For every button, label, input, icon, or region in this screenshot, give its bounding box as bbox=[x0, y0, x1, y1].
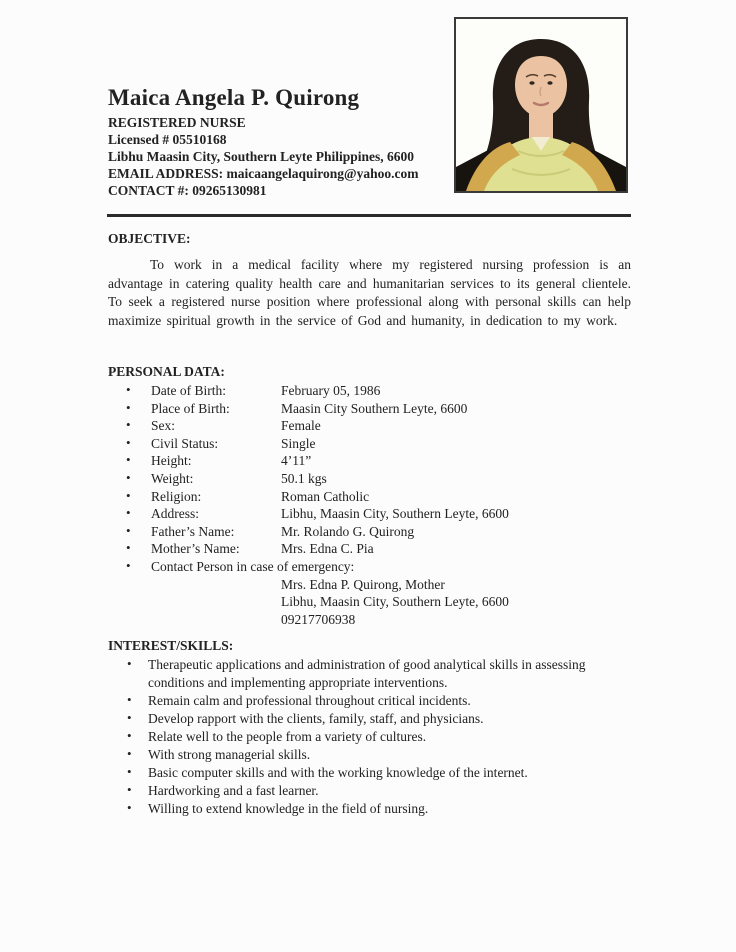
personal-data-row bbox=[108, 417, 642, 435]
right-eye bbox=[547, 81, 552, 85]
bullet-icon: • bbox=[127, 710, 132, 725]
bullet-icon: • bbox=[126, 382, 131, 397]
skill-item bbox=[108, 764, 644, 782]
skill-text: Hardworking and a fast learner. bbox=[148, 783, 319, 798]
field-value: February 05, 1986 bbox=[281, 383, 381, 398]
applicant-photo bbox=[454, 17, 628, 193]
skill-text: With strong managerial skills. bbox=[148, 747, 311, 762]
skill-text: Willing to extend knowledge in the field of nursing. bbox=[148, 801, 429, 816]
personal-data-list bbox=[108, 382, 642, 628]
bullet-icon: • bbox=[127, 800, 132, 815]
email-address: EMAIL ADDRESS: maicaangelaquirong@yahoo.com bbox=[108, 166, 419, 181]
field-label: Religion: bbox=[151, 488, 202, 504]
field-value: Maasin City Southern Leyte, 6600 bbox=[281, 400, 468, 416]
field-value: 4’11” bbox=[281, 453, 312, 469]
field-value: Mrs. Edna C. Pia bbox=[281, 541, 374, 557]
bullet-icon: • bbox=[127, 692, 132, 707]
field-label: Sex: bbox=[151, 418, 176, 434]
skill-item bbox=[108, 800, 644, 818]
personal-data-row bbox=[108, 435, 642, 453]
portrait-illustration bbox=[456, 19, 626, 191]
emergency-contact-address: Libhu, Maasin City, Southern Leyte, 6600 bbox=[281, 594, 509, 610]
field-label: Date of Birth: bbox=[151, 383, 226, 398]
emergency-contact-phone: 09217706938 bbox=[281, 611, 356, 627]
field-label: Mother’s Name: bbox=[151, 541, 240, 557]
personal-data-row bbox=[108, 523, 642, 541]
objective-text: To work in a medical facility where my registered nursing profession is an advantage in catering quality health care and humanitarian services to its general clientele. To seek a registered nurse position where professional along with personal skills can help maximize spiritual growth in the service of God and humanity, in dedication to my work. bbox=[108, 257, 631, 328]
field-label: Weight: bbox=[151, 470, 194, 486]
personal-data-row bbox=[108, 540, 642, 558]
bullet-icon: • bbox=[126, 487, 131, 503]
field-label: Address: bbox=[151, 506, 199, 522]
left-eye bbox=[529, 81, 534, 85]
bullet-icon: • bbox=[126, 540, 131, 556]
bullet-icon: • bbox=[126, 522, 131, 538]
applicant-address: Libhu Maasin City, Southern Leyte Philippines, 6600 bbox=[108, 149, 415, 164]
skill-item bbox=[108, 746, 644, 764]
emergency-contact-label: Contact Person in case of emergency: bbox=[151, 558, 355, 574]
personal-data-row bbox=[108, 382, 642, 400]
skills-heading: INTEREST/SKILLS: bbox=[108, 638, 234, 653]
contact-number: CONTACT #: 09265130981 bbox=[108, 183, 267, 198]
bullet-icon: • bbox=[126, 452, 131, 468]
skill-item bbox=[108, 782, 644, 800]
header-divider-rule bbox=[107, 214, 631, 217]
skill-text: Relate well to the people from a variety of cultures. bbox=[148, 729, 427, 744]
field-value: Single bbox=[281, 435, 316, 451]
field-value: 50.1 kgs bbox=[281, 470, 327, 486]
skill-text: Develop rapport with the clients, family, staff, and physicians. bbox=[148, 711, 484, 726]
bullet-icon: • bbox=[127, 764, 132, 779]
skill-item bbox=[108, 656, 644, 692]
skill-item bbox=[108, 692, 644, 710]
field-label: Father’s Name: bbox=[151, 523, 235, 539]
emergency-contact-name: Mrs. Edna P. Quirong, Mother bbox=[281, 576, 445, 592]
skill-text: Therapeutic applications and administration of good analytical skills in assessing conditions and implementing appropriate interventions. bbox=[148, 657, 586, 690]
bullet-icon: • bbox=[126, 505, 131, 521]
skill-item bbox=[108, 710, 644, 728]
personal-data-heading: PERSONAL DATA: bbox=[108, 364, 225, 379]
license-number: Licensed # 05510168 bbox=[108, 132, 227, 147]
personal-data-row bbox=[108, 488, 642, 506]
field-value: Libhu, Maasin City, Southern Leyte, 6600 bbox=[281, 506, 509, 522]
personal-data-row bbox=[108, 470, 642, 488]
bullet-icon: • bbox=[126, 417, 131, 433]
bullet-icon: • bbox=[127, 746, 132, 761]
objective-heading: OBJECTIVE: bbox=[108, 231, 191, 246]
field-value: Roman Catholic bbox=[281, 488, 370, 504]
applicant-name: Maica Angela P. Quirong bbox=[108, 85, 360, 110]
header bbox=[108, 84, 418, 199]
field-label: Height: bbox=[151, 453, 192, 469]
field-label: Place of Birth: bbox=[151, 400, 230, 416]
bullet-icon: • bbox=[126, 399, 131, 415]
emergency-contact-row bbox=[108, 558, 642, 576]
skill-item bbox=[108, 728, 644, 746]
personal-data-row bbox=[108, 505, 642, 523]
bullet-icon: • bbox=[126, 434, 131, 450]
skills-list bbox=[108, 656, 644, 818]
bullet-icon: • bbox=[126, 469, 131, 485]
applicant-title: REGISTERED NURSE bbox=[108, 115, 246, 130]
field-value: Mr. Rolando G. Quirong bbox=[281, 523, 415, 539]
personal-data-row bbox=[108, 400, 642, 418]
field-label: Civil Status: bbox=[151, 435, 219, 451]
bullet-icon: • bbox=[126, 557, 131, 573]
bullet-icon: • bbox=[127, 728, 132, 743]
bullet-icon: • bbox=[127, 782, 132, 797]
field-value: Female bbox=[281, 418, 321, 434]
skill-text: Remain calm and professional throughout critical incidents. bbox=[148, 693, 471, 708]
skill-text: Basic computer skills and with the working knowledge of the internet. bbox=[148, 765, 528, 780]
bullet-icon: • bbox=[127, 656, 132, 671]
personal-data-row bbox=[108, 452, 642, 470]
